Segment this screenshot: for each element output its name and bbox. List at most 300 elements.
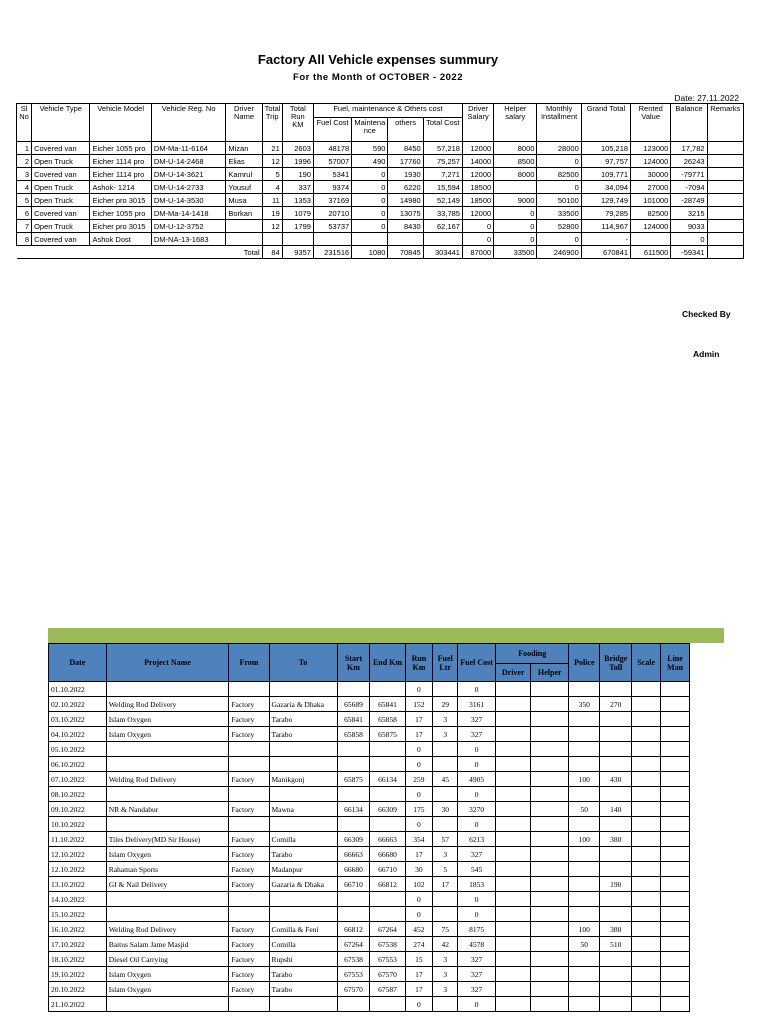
summary-cell: 62,167 (423, 220, 462, 233)
summary-cell: 5 (262, 168, 282, 181)
log-cell: 66710 (337, 877, 370, 892)
log-header-project-name: Project Name (106, 644, 229, 682)
log-cell: 12.10.2022 (49, 847, 107, 862)
log-cell: 67553 (337, 967, 370, 982)
log-cell (496, 727, 531, 742)
admin-label: Admin (693, 349, 720, 359)
log-cell (661, 817, 690, 832)
summary-row (17, 142, 744, 155)
log-cell (569, 862, 600, 877)
log-cell (496, 742, 531, 757)
header-total-cost: Total Cost (423, 118, 462, 142)
log-cell (433, 997, 458, 1012)
summary-total-value: 84 (262, 246, 282, 259)
summary-cell: Open Truck (32, 220, 90, 233)
log-cell (531, 772, 569, 787)
summary-total-value: 33500 (494, 246, 537, 259)
summary-cell: 3215 (671, 207, 707, 220)
summary-cell: 5 (17, 194, 32, 207)
log-cell: Comilla (269, 937, 337, 952)
log-cell: 0 (405, 787, 433, 802)
log-cell: Factory (229, 727, 269, 742)
log-cell (632, 862, 661, 877)
summary-cell: 114,967 (581, 220, 630, 233)
log-cell (600, 967, 632, 982)
log-cell (600, 997, 632, 1012)
log-cell (600, 817, 632, 832)
summary-cell: -7094 (671, 181, 707, 194)
log-cell: 4905 (458, 772, 496, 787)
summary-cell: 57007 (313, 155, 351, 168)
log-cell: 3 (433, 847, 458, 862)
log-cell: 0 (405, 682, 433, 697)
log-cell: 380 (600, 832, 632, 847)
log-cell (569, 712, 600, 727)
log-cell: 21.10.2022 (49, 997, 107, 1012)
summary-cell: Elias (226, 155, 262, 168)
log-cell: Rupshi (269, 952, 337, 967)
log-cell: Rahaman Sports (106, 862, 229, 877)
summary-cell: 7,271 (423, 168, 462, 181)
log-cell (661, 772, 690, 787)
summary-cell: 14000 (462, 155, 493, 168)
summary-total-value: 670841 (581, 246, 630, 259)
log-header-driver: Driver (496, 664, 531, 682)
log-cell: 4578 (458, 937, 496, 952)
log-cell: 0 (405, 757, 433, 772)
log-cell: 67264 (337, 937, 370, 952)
log-cell: 15 (405, 952, 433, 967)
summary-cell (707, 155, 743, 168)
summary-cell (282, 233, 313, 246)
summary-cell: 13075 (388, 207, 423, 220)
summary-cell: 17760 (388, 155, 423, 168)
header-remarks: Remarks (707, 104, 743, 142)
summary-row (17, 207, 744, 220)
header-cost-group: Fuel, maintenance & Others cost (313, 104, 462, 118)
summary-cell: 0 (352, 194, 388, 207)
report-subtitle: For the Month of OCTOBER - 2022 (293, 72, 463, 83)
summary-cell: DM-NA-13-1683 (151, 233, 226, 246)
summary-cell: Mizan (226, 142, 262, 155)
summary-cell: 8000 (494, 142, 537, 155)
header-sl: Sl No (17, 104, 32, 142)
summary-cell: 0 (352, 168, 388, 181)
log-cell: 0 (405, 907, 433, 922)
log-cell (496, 967, 531, 982)
log-cell (106, 682, 229, 697)
log-cell: 30 (405, 862, 433, 877)
summary-cell: 19 (262, 207, 282, 220)
log-cell: 65875 (370, 727, 405, 742)
summary-cell: DM-U-14-3621 (151, 168, 226, 181)
summary-total-spacer (17, 246, 32, 259)
log-header-police: Police (569, 644, 600, 682)
summary-cell: 0 (494, 233, 537, 246)
log-cell: 75 (433, 922, 458, 937)
summary-cell (262, 233, 282, 246)
log-cell: 17 (405, 712, 433, 727)
log-cell: 66309 (370, 802, 405, 817)
summary-cell: Kamrul (226, 168, 262, 181)
summary-cell: 8450 (388, 142, 423, 155)
log-cell: Factory (229, 967, 269, 982)
summary-cell: 0 (494, 207, 537, 220)
summary-cell: 0 (352, 181, 388, 194)
summary-cell: -79771 (671, 168, 707, 181)
summary-cell: Covered van (32, 233, 90, 246)
summary-total-value: 87000 (462, 246, 493, 259)
summary-cell: 28000 (537, 142, 581, 155)
summary-cell: DM-Ma-14-1418 (151, 207, 226, 220)
header-grand-total: Grand Total (581, 104, 630, 142)
log-cell: 66680 (370, 847, 405, 862)
log-cell: Factory (229, 847, 269, 862)
log-cell: 65841 (337, 712, 370, 727)
log-cell (531, 937, 569, 952)
log-cell: 17 (405, 967, 433, 982)
log-cell: 274 (405, 937, 433, 952)
log-cell (370, 817, 405, 832)
summary-cell: 4 (17, 181, 32, 194)
log-cell: 8175 (458, 922, 496, 937)
log-cell (600, 847, 632, 862)
log-cell (531, 787, 569, 802)
vehicle-summary-table (16, 103, 744, 259)
summary-cell: Eicher 1114 pro (90, 155, 151, 168)
summary-cell (226, 233, 262, 246)
log-cell: 66663 (370, 832, 405, 847)
log-cell: 14.10.2022 (49, 892, 107, 907)
log-cell (632, 967, 661, 982)
log-cell (229, 787, 269, 802)
summary-cell: 190 (282, 168, 313, 181)
log-cell: Gazaria & Dhaka (269, 697, 337, 712)
log-cell (531, 847, 569, 862)
summary-cell: 0 (462, 220, 493, 233)
log-cell (661, 787, 690, 802)
log-cell (531, 697, 569, 712)
summary-cell: 8 (17, 233, 32, 246)
log-cell (600, 862, 632, 877)
log-cell: 0 (458, 682, 496, 697)
log-cell: 66134 (337, 802, 370, 817)
log-cell (531, 862, 569, 877)
log-cell: Factory (229, 982, 269, 997)
log-cell (632, 742, 661, 757)
log-cell (531, 967, 569, 982)
summary-cell: 8500 (494, 155, 537, 168)
summary-cell: 6 (17, 207, 32, 220)
log-cell: 430 (600, 772, 632, 787)
log-cell (433, 817, 458, 832)
log-cell: 17 (405, 847, 433, 862)
log-cell (531, 892, 569, 907)
log-cell: 3 (433, 952, 458, 967)
log-cell (632, 817, 661, 832)
log-cell (496, 862, 531, 877)
summary-cell: 30000 (631, 168, 671, 181)
log-cell: Tarabo (269, 967, 337, 982)
trip-log-table (48, 643, 690, 1012)
log-cell (632, 937, 661, 952)
summary-row (17, 194, 744, 207)
log-cell: 02.10.2022 (49, 697, 107, 712)
summary-cell: DM-U-14-3530 (151, 194, 226, 207)
summary-cell: Eicher 1114 pro (90, 168, 151, 181)
summary-cell: 4 (262, 181, 282, 194)
summary-cell: 0 (462, 233, 493, 246)
summary-row (17, 181, 744, 194)
summary-cell: Ashok- 1214 (90, 181, 151, 194)
summary-cell (707, 233, 743, 246)
log-cell (531, 742, 569, 757)
report-title: Factory All Vehicle expenses summury (257, 52, 499, 67)
summary-cell: 12000 (462, 207, 493, 220)
log-cell: Factory (229, 922, 269, 937)
summary-total-spacer (32, 246, 90, 259)
log-cell (569, 757, 600, 772)
log-cell: 50 (569, 937, 600, 952)
log-cell (632, 772, 661, 787)
checked-by-label: Checked By (682, 309, 731, 319)
log-cell: 102 (405, 877, 433, 892)
log-cell (661, 922, 690, 937)
log-row (49, 877, 690, 892)
log-cell (531, 922, 569, 937)
log-cell (632, 847, 661, 862)
log-cell: 66680 (337, 862, 370, 877)
log-cell: 50 (569, 802, 600, 817)
header-driver-name: Driver Name (226, 104, 262, 142)
log-cell (661, 712, 690, 727)
summary-total-value: 231516 (313, 246, 351, 259)
log-cell: 3270 (458, 802, 496, 817)
summary-cell: Covered van (32, 168, 90, 181)
log-cell: 10.10.2022 (49, 817, 107, 832)
log-cell (337, 757, 370, 772)
log-cell (569, 787, 600, 802)
log-cell (496, 982, 531, 997)
log-cell (531, 952, 569, 967)
log-cell: 13.10.2022 (49, 877, 107, 892)
summary-cell: 26243 (671, 155, 707, 168)
log-cell: 05.10.2022 (49, 742, 107, 757)
log-cell (337, 907, 370, 922)
summary-total-value: 1080 (352, 246, 388, 259)
summary-cell: 3 (17, 168, 32, 181)
summary-cell: 57,218 (423, 142, 462, 155)
summary-cell (707, 220, 743, 233)
log-cell (569, 682, 600, 697)
log-cell (632, 787, 661, 802)
log-cell (569, 952, 600, 967)
summary-cell: Yousuf (226, 181, 262, 194)
log-cell: 175 (405, 802, 433, 817)
log-cell (661, 727, 690, 742)
log-cell: Madanpur (269, 862, 337, 877)
log-cell: 100 (569, 772, 600, 787)
log-cell: NR & Nandabur (106, 802, 229, 817)
log-header-fuel-ltr: Fuel Ltr (433, 644, 458, 682)
log-cell: Factory (229, 862, 269, 877)
log-cell: 510 (600, 937, 632, 952)
log-cell: 0 (405, 892, 433, 907)
summary-cell: 82500 (537, 168, 581, 181)
log-cell (600, 907, 632, 922)
log-cell (269, 742, 337, 757)
summary-cell: 48178 (313, 142, 351, 155)
log-cell (600, 982, 632, 997)
log-cell (496, 817, 531, 832)
log-cell (632, 832, 661, 847)
log-cell: 19.10.2022 (49, 967, 107, 982)
log-header-start-km: Start Km (337, 644, 370, 682)
log-cell: 66134 (370, 772, 405, 787)
summary-cell: Covered van (32, 142, 90, 155)
section-header-bar (48, 628, 724, 643)
log-row (49, 952, 690, 967)
log-cell (496, 877, 531, 892)
log-cell: 327 (458, 952, 496, 967)
log-cell (661, 847, 690, 862)
summary-cell: 27000 (631, 181, 671, 194)
log-cell: 3 (433, 982, 458, 997)
log-header-scale: Scale (632, 644, 661, 682)
summary-cell: 12000 (462, 142, 493, 155)
log-cell: 380 (600, 922, 632, 937)
summary-cell: 97,757 (581, 155, 630, 168)
log-cell: Manikgonj (269, 772, 337, 787)
header-maintenance: Maintena nce (352, 118, 388, 142)
log-cell: 01.10.2022 (49, 682, 107, 697)
summary-cell: 52,149 (423, 194, 462, 207)
summary-cell: 8000 (494, 168, 537, 181)
log-cell: 20.10.2022 (49, 982, 107, 997)
log-cell: 67538 (337, 952, 370, 967)
summary-cell: - (581, 233, 630, 246)
log-row (49, 757, 690, 772)
log-cell: 42 (433, 937, 458, 952)
summary-row (17, 233, 744, 246)
summary-cell: 82500 (631, 207, 671, 220)
log-cell (229, 892, 269, 907)
log-cell: 67570 (337, 982, 370, 997)
log-cell (600, 742, 632, 757)
log-cell (661, 877, 690, 892)
log-cell (661, 682, 690, 697)
log-cell: 259 (405, 772, 433, 787)
log-cell (496, 997, 531, 1012)
summary-cell: 15,594 (423, 181, 462, 194)
log-header-from: From (229, 644, 269, 682)
log-cell: 100 (569, 922, 600, 937)
log-cell: 1853 (458, 877, 496, 892)
summary-cell: Musa (226, 194, 262, 207)
log-cell: Factory (229, 802, 269, 817)
log-cell (229, 757, 269, 772)
summary-cell: 75,257 (423, 155, 462, 168)
summary-total-value: 303441 (423, 246, 462, 259)
log-header-fooding: Fooding (496, 644, 569, 664)
log-row (49, 697, 690, 712)
log-cell (661, 802, 690, 817)
log-cell: 15.10.2022 (49, 907, 107, 922)
summary-cell (313, 233, 351, 246)
summary-total-label: Total (226, 246, 262, 259)
log-cell: Comilla (269, 832, 337, 847)
log-row (49, 862, 690, 877)
log-cell: 0 (458, 997, 496, 1012)
log-cell (337, 997, 370, 1012)
log-cell (106, 757, 229, 772)
summary-cell: 0 (494, 220, 537, 233)
summary-total-remarks (707, 246, 743, 259)
summary-total-value: -59341 (671, 246, 707, 259)
log-cell: Tarabo (269, 847, 337, 862)
header-total-run-km: Total Run KM (282, 104, 313, 142)
summary-row (17, 220, 744, 233)
header-vehicle-type: Vehicle Type (32, 104, 90, 142)
log-cell (496, 757, 531, 772)
log-cell (632, 757, 661, 772)
log-cell (632, 682, 661, 697)
report-date: Date: 27.11.2022 (674, 93, 739, 103)
header-vehicle-model: Vehicle Model (90, 104, 151, 142)
summary-cell (631, 233, 671, 246)
log-cell (600, 757, 632, 772)
log-cell: 11.10.2022 (49, 832, 107, 847)
summary-cell: 129,749 (581, 194, 630, 207)
summary-cell: 20710 (313, 207, 351, 220)
summary-cell: 79,285 (581, 207, 630, 220)
log-cell: Factory (229, 712, 269, 727)
log-cell (106, 742, 229, 757)
summary-cell: Eicher 1055 pro (90, 142, 151, 155)
summary-cell: 53737 (313, 220, 351, 233)
log-cell: 67570 (370, 967, 405, 982)
summary-cell: 101000 (631, 194, 671, 207)
log-cell: 17 (405, 727, 433, 742)
log-row (49, 832, 690, 847)
log-cell (569, 892, 600, 907)
summary-cell: 1930 (388, 168, 423, 181)
log-cell (661, 937, 690, 952)
header-driver-salary: Driver Salary (462, 104, 493, 142)
summary-cell: 12000 (462, 168, 493, 181)
log-cell (433, 742, 458, 757)
log-row (49, 802, 690, 817)
log-cell: 545 (458, 862, 496, 877)
log-cell: 45 (433, 772, 458, 787)
summary-cell: 2603 (282, 142, 313, 155)
summary-total-value: 246900 (537, 246, 581, 259)
log-cell (661, 907, 690, 922)
log-cell (370, 997, 405, 1012)
log-cell (370, 787, 405, 802)
log-cell (632, 952, 661, 967)
log-cell (661, 862, 690, 877)
summary-cell: 12 (262, 155, 282, 168)
log-cell (496, 952, 531, 967)
log-cell (496, 832, 531, 847)
summary-total-spacer (151, 246, 226, 259)
log-cell (632, 697, 661, 712)
summary-cell: 5341 (313, 168, 351, 181)
log-cell: Factory (229, 772, 269, 787)
summary-cell: 490 (352, 155, 388, 168)
log-cell (569, 847, 600, 862)
